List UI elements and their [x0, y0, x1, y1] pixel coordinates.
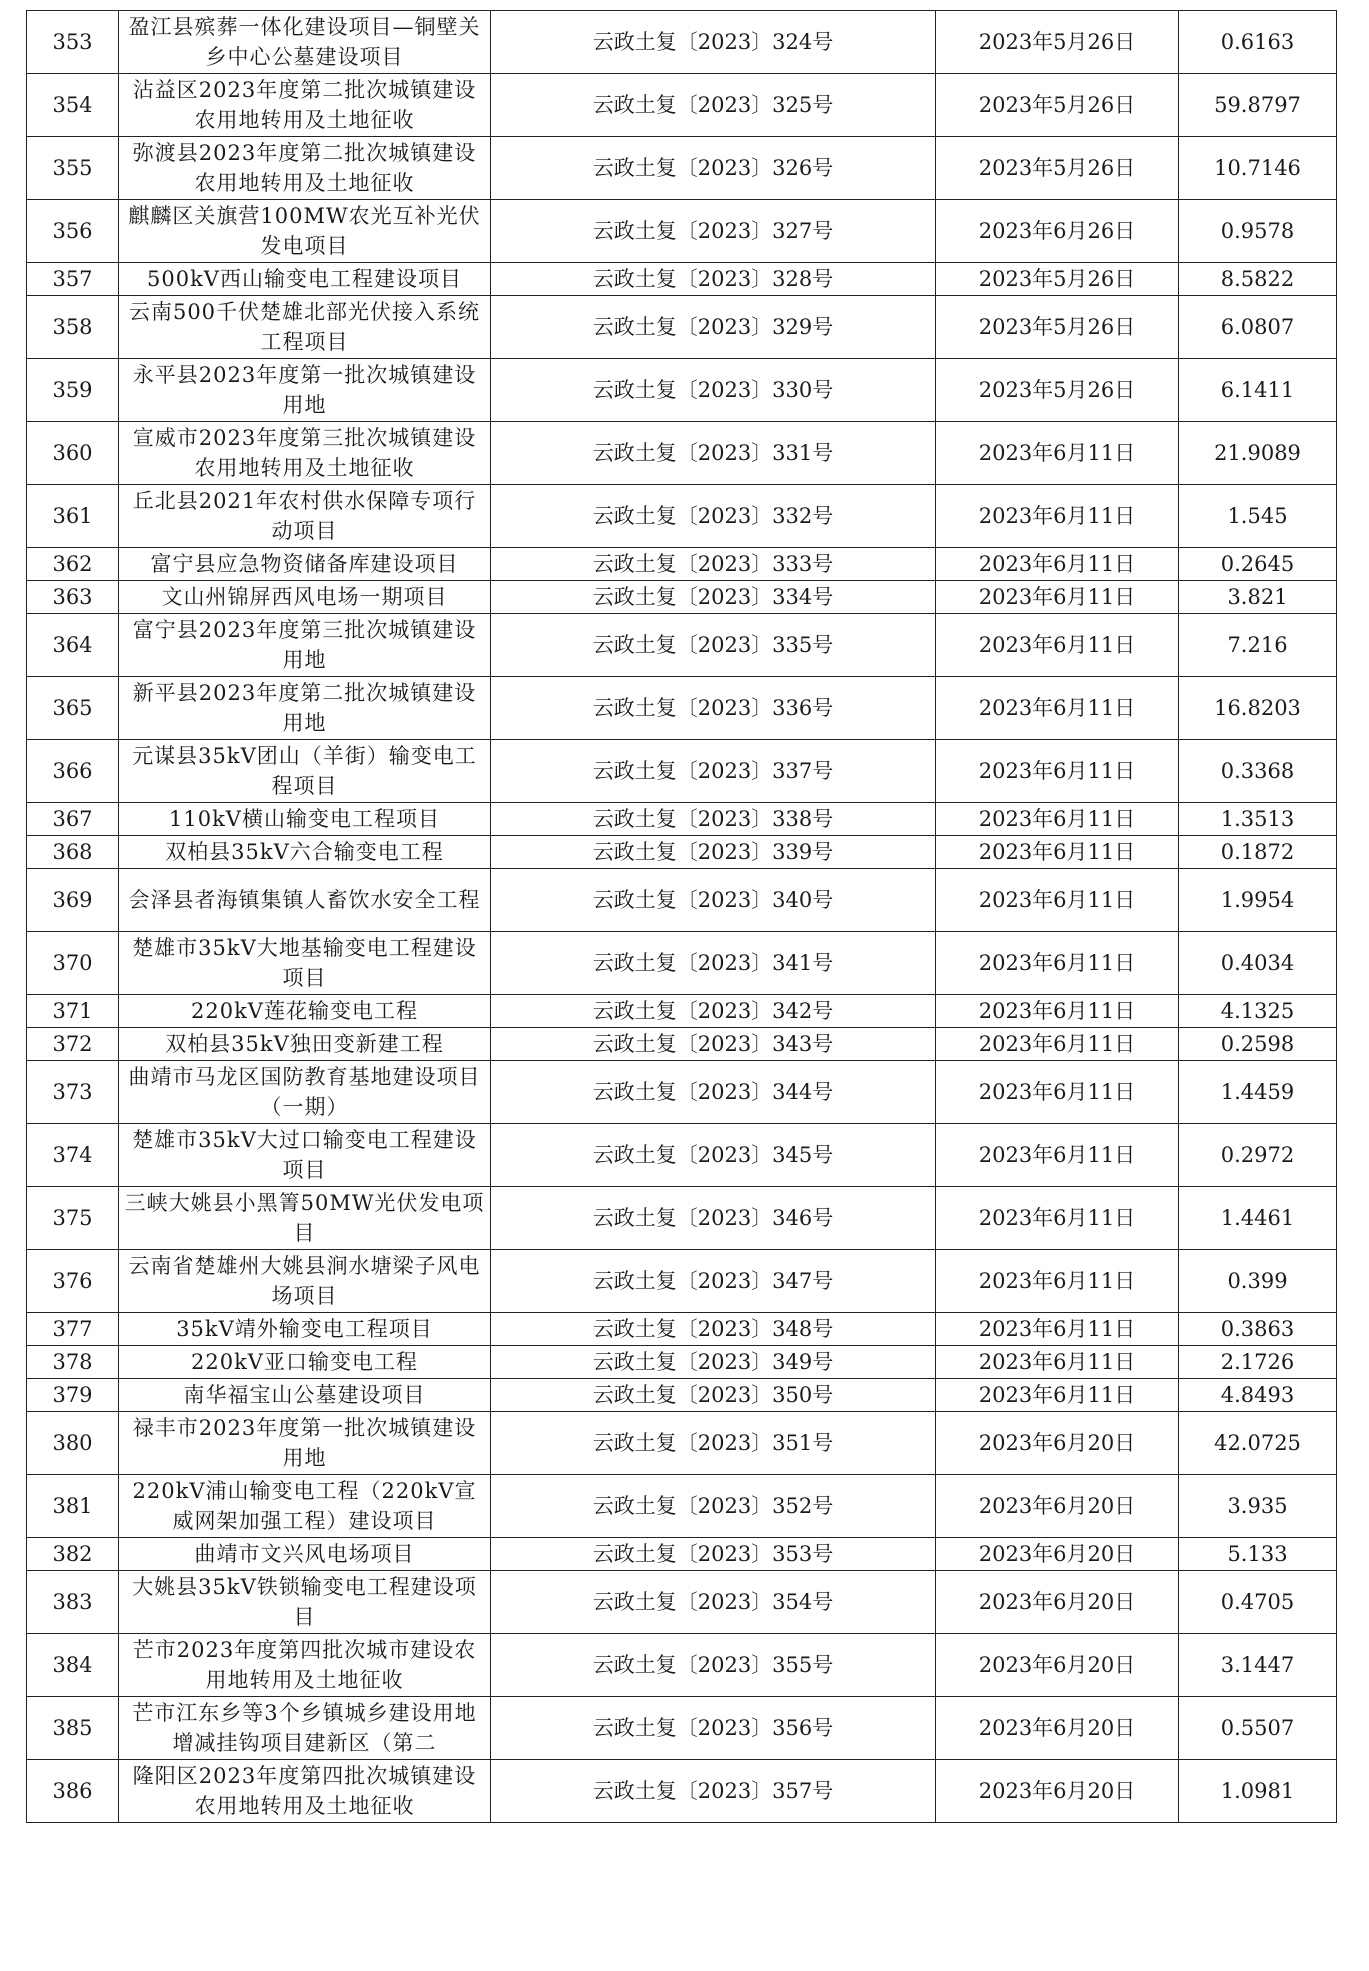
- table-row: [27, 803, 1337, 836]
- project-name: 楚雄市35kV大地基输变电工程建设项目: [119, 932, 491, 995]
- approval-date: 2023年6月11日: [936, 740, 1179, 803]
- approval-document-number: 云政土复〔2023〕345号: [491, 1124, 936, 1187]
- row-number: 380: [27, 1412, 119, 1475]
- project-name: 500kV西山输变电工程建设项目: [119, 263, 491, 296]
- table-row: [27, 836, 1337, 869]
- table-row: [27, 1187, 1337, 1250]
- approval-date: 2023年6月11日: [936, 1061, 1179, 1124]
- table-row: [27, 200, 1337, 263]
- approval-document-number: 云政土复〔2023〕338号: [491, 803, 936, 836]
- row-number: 378: [27, 1346, 119, 1379]
- approval-date: 2023年6月11日: [936, 836, 1179, 869]
- project-name: 会泽县者海镇集镇人畜饮水安全工程: [119, 869, 491, 932]
- table-row: [27, 137, 1337, 200]
- project-name: 220kV亚口输变电工程: [119, 1346, 491, 1379]
- approval-document-number: 云政土复〔2023〕325号: [491, 74, 936, 137]
- table-row: [27, 1313, 1337, 1346]
- project-name: 曲靖市马龙区国防教育基地建设项目（一期）: [119, 1061, 491, 1124]
- project-name: 芒市江东乡等3个乡镇城乡建设用地增减挂钩项目建新区（第二: [119, 1697, 491, 1760]
- row-number: 372: [27, 1028, 119, 1061]
- approval-date: 2023年5月26日: [936, 359, 1179, 422]
- row-number: 371: [27, 995, 119, 1028]
- approval-document-number: 云政土复〔2023〕335号: [491, 614, 936, 677]
- approval-date: 2023年5月26日: [936, 263, 1179, 296]
- project-name: 新平县2023年度第二批次城镇建设用地: [119, 677, 491, 740]
- project-name: 大姚县35kV铁锁输变电工程建设项目: [119, 1571, 491, 1634]
- table-body: [27, 11, 1337, 1823]
- table-row: [27, 740, 1337, 803]
- area-value: 3.821: [1179, 581, 1337, 614]
- approval-document-number: 云政土复〔2023〕336号: [491, 677, 936, 740]
- project-name: 芒市2023年度第四批次城市建设农用地转用及土地征收: [119, 1634, 491, 1697]
- project-name: 220kV莲花输变电工程: [119, 995, 491, 1028]
- row-number: 375: [27, 1187, 119, 1250]
- approval-document-number: 云政土复〔2023〕340号: [491, 869, 936, 932]
- table-row: [27, 1412, 1337, 1475]
- row-number: 379: [27, 1379, 119, 1412]
- row-number: 369: [27, 869, 119, 932]
- approval-document-number: 云政土复〔2023〕350号: [491, 1379, 936, 1412]
- row-number: 364: [27, 614, 119, 677]
- row-number: 367: [27, 803, 119, 836]
- approval-date: 2023年6月20日: [936, 1697, 1179, 1760]
- row-number: 354: [27, 74, 119, 137]
- approval-document-number: 云政土复〔2023〕337号: [491, 740, 936, 803]
- area-value: 0.2645: [1179, 548, 1337, 581]
- row-number: 370: [27, 932, 119, 995]
- approval-document-number: 云政土复〔2023〕357号: [491, 1760, 936, 1823]
- area-value: 4.8493: [1179, 1379, 1337, 1412]
- row-number: 353: [27, 11, 119, 74]
- approval-date: 2023年6月11日: [936, 1028, 1179, 1061]
- row-number: 366: [27, 740, 119, 803]
- row-number: 362: [27, 548, 119, 581]
- approval-document-number: 云政土复〔2023〕330号: [491, 359, 936, 422]
- approval-date: 2023年6月11日: [936, 1187, 1179, 1250]
- approval-document-number: 云政土复〔2023〕329号: [491, 296, 936, 359]
- row-number: 374: [27, 1124, 119, 1187]
- row-number: 377: [27, 1313, 119, 1346]
- project-name: 220kV浦山输变电工程（220kV宣威网架加强工程）建设项目: [119, 1475, 491, 1538]
- approval-date: 2023年6月11日: [936, 995, 1179, 1028]
- table-row: [27, 11, 1337, 74]
- approval-document-number: 云政土复〔2023〕349号: [491, 1346, 936, 1379]
- approval-document-number: 云政土复〔2023〕352号: [491, 1475, 936, 1538]
- approval-document-number: 云政土复〔2023〕327号: [491, 200, 936, 263]
- project-name: 元谋县35kV团山（羊街）输变电工程项目: [119, 740, 491, 803]
- project-name: 双柏县35kV六合输变电工程: [119, 836, 491, 869]
- table-row: [27, 422, 1337, 485]
- project-name: 永平县2023年度第一批次城镇建设用地: [119, 359, 491, 422]
- approval-date: 2023年5月26日: [936, 11, 1179, 74]
- approval-date: 2023年6月11日: [936, 548, 1179, 581]
- project-name: 楚雄市35kV大过口输变电工程建设项目: [119, 1124, 491, 1187]
- row-number: 358: [27, 296, 119, 359]
- project-name: 弥渡县2023年度第二批次城镇建设农用地转用及土地征收: [119, 137, 491, 200]
- approval-date: 2023年6月11日: [936, 1379, 1179, 1412]
- table-row: [27, 548, 1337, 581]
- table-row: [27, 677, 1337, 740]
- project-name: 沾益区2023年度第二批次城镇建设农用地转用及土地征收: [119, 74, 491, 137]
- row-number: 357: [27, 263, 119, 296]
- table-row: [27, 1028, 1337, 1061]
- area-value: 0.2598: [1179, 1028, 1337, 1061]
- row-number: 365: [27, 677, 119, 740]
- table-row: [27, 1634, 1337, 1697]
- approval-date: 2023年6月11日: [936, 614, 1179, 677]
- project-name: 曲靖市文兴风电场项目: [119, 1538, 491, 1571]
- area-value: 3.935: [1179, 1475, 1337, 1538]
- approval-date: 2023年6月26日: [936, 200, 1179, 263]
- approval-document-number: 云政土复〔2023〕333号: [491, 548, 936, 581]
- approval-date: 2023年6月20日: [936, 1475, 1179, 1538]
- table-row: [27, 869, 1337, 932]
- approval-document-number: 云政土复〔2023〕343号: [491, 1028, 936, 1061]
- project-name: 宣威市2023年度第三批次城镇建设农用地转用及土地征收: [119, 422, 491, 485]
- project-name: 35kV靖外输变电工程项目: [119, 1313, 491, 1346]
- area-value: 16.8203: [1179, 677, 1337, 740]
- row-number: 376: [27, 1250, 119, 1313]
- row-number: 384: [27, 1634, 119, 1697]
- project-name: 富宁县应急物资储备库建设项目: [119, 548, 491, 581]
- table-row: [27, 1124, 1337, 1187]
- table-row: [27, 932, 1337, 995]
- row-number: 355: [27, 137, 119, 200]
- project-name: 富宁县2023年度第三批次城镇建设用地: [119, 614, 491, 677]
- approval-document-number: 云政土复〔2023〕354号: [491, 1571, 936, 1634]
- approval-date: 2023年6月20日: [936, 1760, 1179, 1823]
- approval-date: 2023年6月11日: [936, 677, 1179, 740]
- approval-date: 2023年6月11日: [936, 1313, 1179, 1346]
- area-value: 1.545: [1179, 485, 1337, 548]
- approval-document-number: 云政土复〔2023〕326号: [491, 137, 936, 200]
- approval-document-number: 云政土复〔2023〕355号: [491, 1634, 936, 1697]
- approval-document-number: 云政土复〔2023〕347号: [491, 1250, 936, 1313]
- table-row: [27, 263, 1337, 296]
- table-row: [27, 1760, 1337, 1823]
- area-value: 10.7146: [1179, 137, 1337, 200]
- row-number: 373: [27, 1061, 119, 1124]
- approval-date: 2023年6月11日: [936, 1346, 1179, 1379]
- project-name: 盈江县殡葬一体化建设项目—铜壁关乡中心公墓建设项目: [119, 11, 491, 74]
- row-number: 363: [27, 581, 119, 614]
- area-value: 1.4459: [1179, 1061, 1337, 1124]
- approval-date: 2023年6月20日: [936, 1571, 1179, 1634]
- project-name: 双柏县35kV独田变新建工程: [119, 1028, 491, 1061]
- area-value: 6.0807: [1179, 296, 1337, 359]
- approval-date: 2023年5月26日: [936, 137, 1179, 200]
- approval-document-number: 云政土复〔2023〕346号: [491, 1187, 936, 1250]
- area-value: 2.1726: [1179, 1346, 1337, 1379]
- row-number: 381: [27, 1475, 119, 1538]
- area-value: 4.1325: [1179, 995, 1337, 1028]
- row-number: 361: [27, 485, 119, 548]
- project-name: 丘北县2021年农村供水保障专项行动项目: [119, 485, 491, 548]
- area-value: 0.2972: [1179, 1124, 1337, 1187]
- row-number: 356: [27, 200, 119, 263]
- project-name: 禄丰市2023年度第一批次城镇建设用地: [119, 1412, 491, 1475]
- row-number: 360: [27, 422, 119, 485]
- table-row: [27, 1250, 1337, 1313]
- approval-document-number: 云政土复〔2023〕344号: [491, 1061, 936, 1124]
- table-row: [27, 74, 1337, 137]
- project-name: 麒麟区关旗营100MW农光互补光伏发电项目: [119, 200, 491, 263]
- project-name: 南华福宝山公墓建设项目: [119, 1379, 491, 1412]
- approval-document-number: 云政土复〔2023〕353号: [491, 1538, 936, 1571]
- approval-date: 2023年6月11日: [936, 803, 1179, 836]
- approval-document-number: 云政土复〔2023〕351号: [491, 1412, 936, 1475]
- approval-table: [26, 10, 1337, 1823]
- table-row: [27, 296, 1337, 359]
- row-number: 382: [27, 1538, 119, 1571]
- approval-date: 2023年6月11日: [936, 485, 1179, 548]
- approval-document-number: 云政土复〔2023〕348号: [491, 1313, 936, 1346]
- project-name: 隆阳区2023年度第四批次城镇建设农用地转用及土地征收: [119, 1760, 491, 1823]
- area-value: 6.1411: [1179, 359, 1337, 422]
- area-value: 0.1872: [1179, 836, 1337, 869]
- area-value: 5.133: [1179, 1538, 1337, 1571]
- area-value: 59.8797: [1179, 74, 1337, 137]
- area-value: 21.9089: [1179, 422, 1337, 485]
- project-name: 文山州锦屏西风电场一期项目: [119, 581, 491, 614]
- project-name: 三峡大姚县小黑箐50MW光伏发电项目: [119, 1187, 491, 1250]
- area-value: 1.3513: [1179, 803, 1337, 836]
- approval-document-number: 云政土复〔2023〕334号: [491, 581, 936, 614]
- table-row: [27, 359, 1337, 422]
- area-value: 1.9954: [1179, 869, 1337, 932]
- approval-date: 2023年6月11日: [936, 932, 1179, 995]
- table-row: [27, 1538, 1337, 1571]
- approval-date: 2023年6月20日: [936, 1412, 1179, 1475]
- row-number: 386: [27, 1760, 119, 1823]
- table-row: [27, 1697, 1337, 1760]
- table-row: [27, 995, 1337, 1028]
- table-row: [27, 1379, 1337, 1412]
- approval-date: 2023年6月11日: [936, 422, 1179, 485]
- approval-date: 2023年6月11日: [936, 869, 1179, 932]
- approval-date: 2023年6月11日: [936, 581, 1179, 614]
- approval-document-number: 云政土复〔2023〕324号: [491, 11, 936, 74]
- area-value: 42.0725: [1179, 1412, 1337, 1475]
- row-number: 385: [27, 1697, 119, 1760]
- approval-date: 2023年5月26日: [936, 296, 1179, 359]
- approval-document-number: 云政土复〔2023〕356号: [491, 1697, 936, 1760]
- table-row: [27, 581, 1337, 614]
- area-value: 0.6163: [1179, 11, 1337, 74]
- approval-document-number: 云政土复〔2023〕328号: [491, 263, 936, 296]
- approval-document-number: 云政土复〔2023〕339号: [491, 836, 936, 869]
- approval-date: 2023年5月26日: [936, 74, 1179, 137]
- area-value: 0.9578: [1179, 200, 1337, 263]
- area-value: 0.3368: [1179, 740, 1337, 803]
- approval-date: 2023年6月20日: [936, 1538, 1179, 1571]
- project-name: 云南500千伏楚雄北部光伏接入系统工程项目: [119, 296, 491, 359]
- approval-date: 2023年6月11日: [936, 1124, 1179, 1187]
- approval-date: 2023年6月20日: [936, 1634, 1179, 1697]
- area-value: 0.5507: [1179, 1697, 1337, 1760]
- row-number: 368: [27, 836, 119, 869]
- area-value: 0.3863: [1179, 1313, 1337, 1346]
- row-number: 359: [27, 359, 119, 422]
- project-name: 110kV横山输变电工程项目: [119, 803, 491, 836]
- table-row: [27, 1571, 1337, 1634]
- area-value: 8.5822: [1179, 263, 1337, 296]
- area-value: 0.4034: [1179, 932, 1337, 995]
- approval-document-number: 云政土复〔2023〕332号: [491, 485, 936, 548]
- approval-document-number: 云政土复〔2023〕331号: [491, 422, 936, 485]
- row-number: 383: [27, 1571, 119, 1634]
- table-row: [27, 1475, 1337, 1538]
- approval-document-number: 云政土复〔2023〕341号: [491, 932, 936, 995]
- area-value: 1.4461: [1179, 1187, 1337, 1250]
- table-row: [27, 1061, 1337, 1124]
- area-value: 1.0981: [1179, 1760, 1337, 1823]
- table-row: [27, 614, 1337, 677]
- project-name: 云南省楚雄州大姚县涧水塘梁子风电场项目: [119, 1250, 491, 1313]
- table-row: [27, 485, 1337, 548]
- approval-document-number: 云政土复〔2023〕342号: [491, 995, 936, 1028]
- approval-date: 2023年6月11日: [936, 1250, 1179, 1313]
- area-value: 0.399: [1179, 1250, 1337, 1313]
- area-value: 3.1447: [1179, 1634, 1337, 1697]
- area-value: 7.216: [1179, 614, 1337, 677]
- area-value: 0.4705: [1179, 1571, 1337, 1634]
- table-row: [27, 1346, 1337, 1379]
